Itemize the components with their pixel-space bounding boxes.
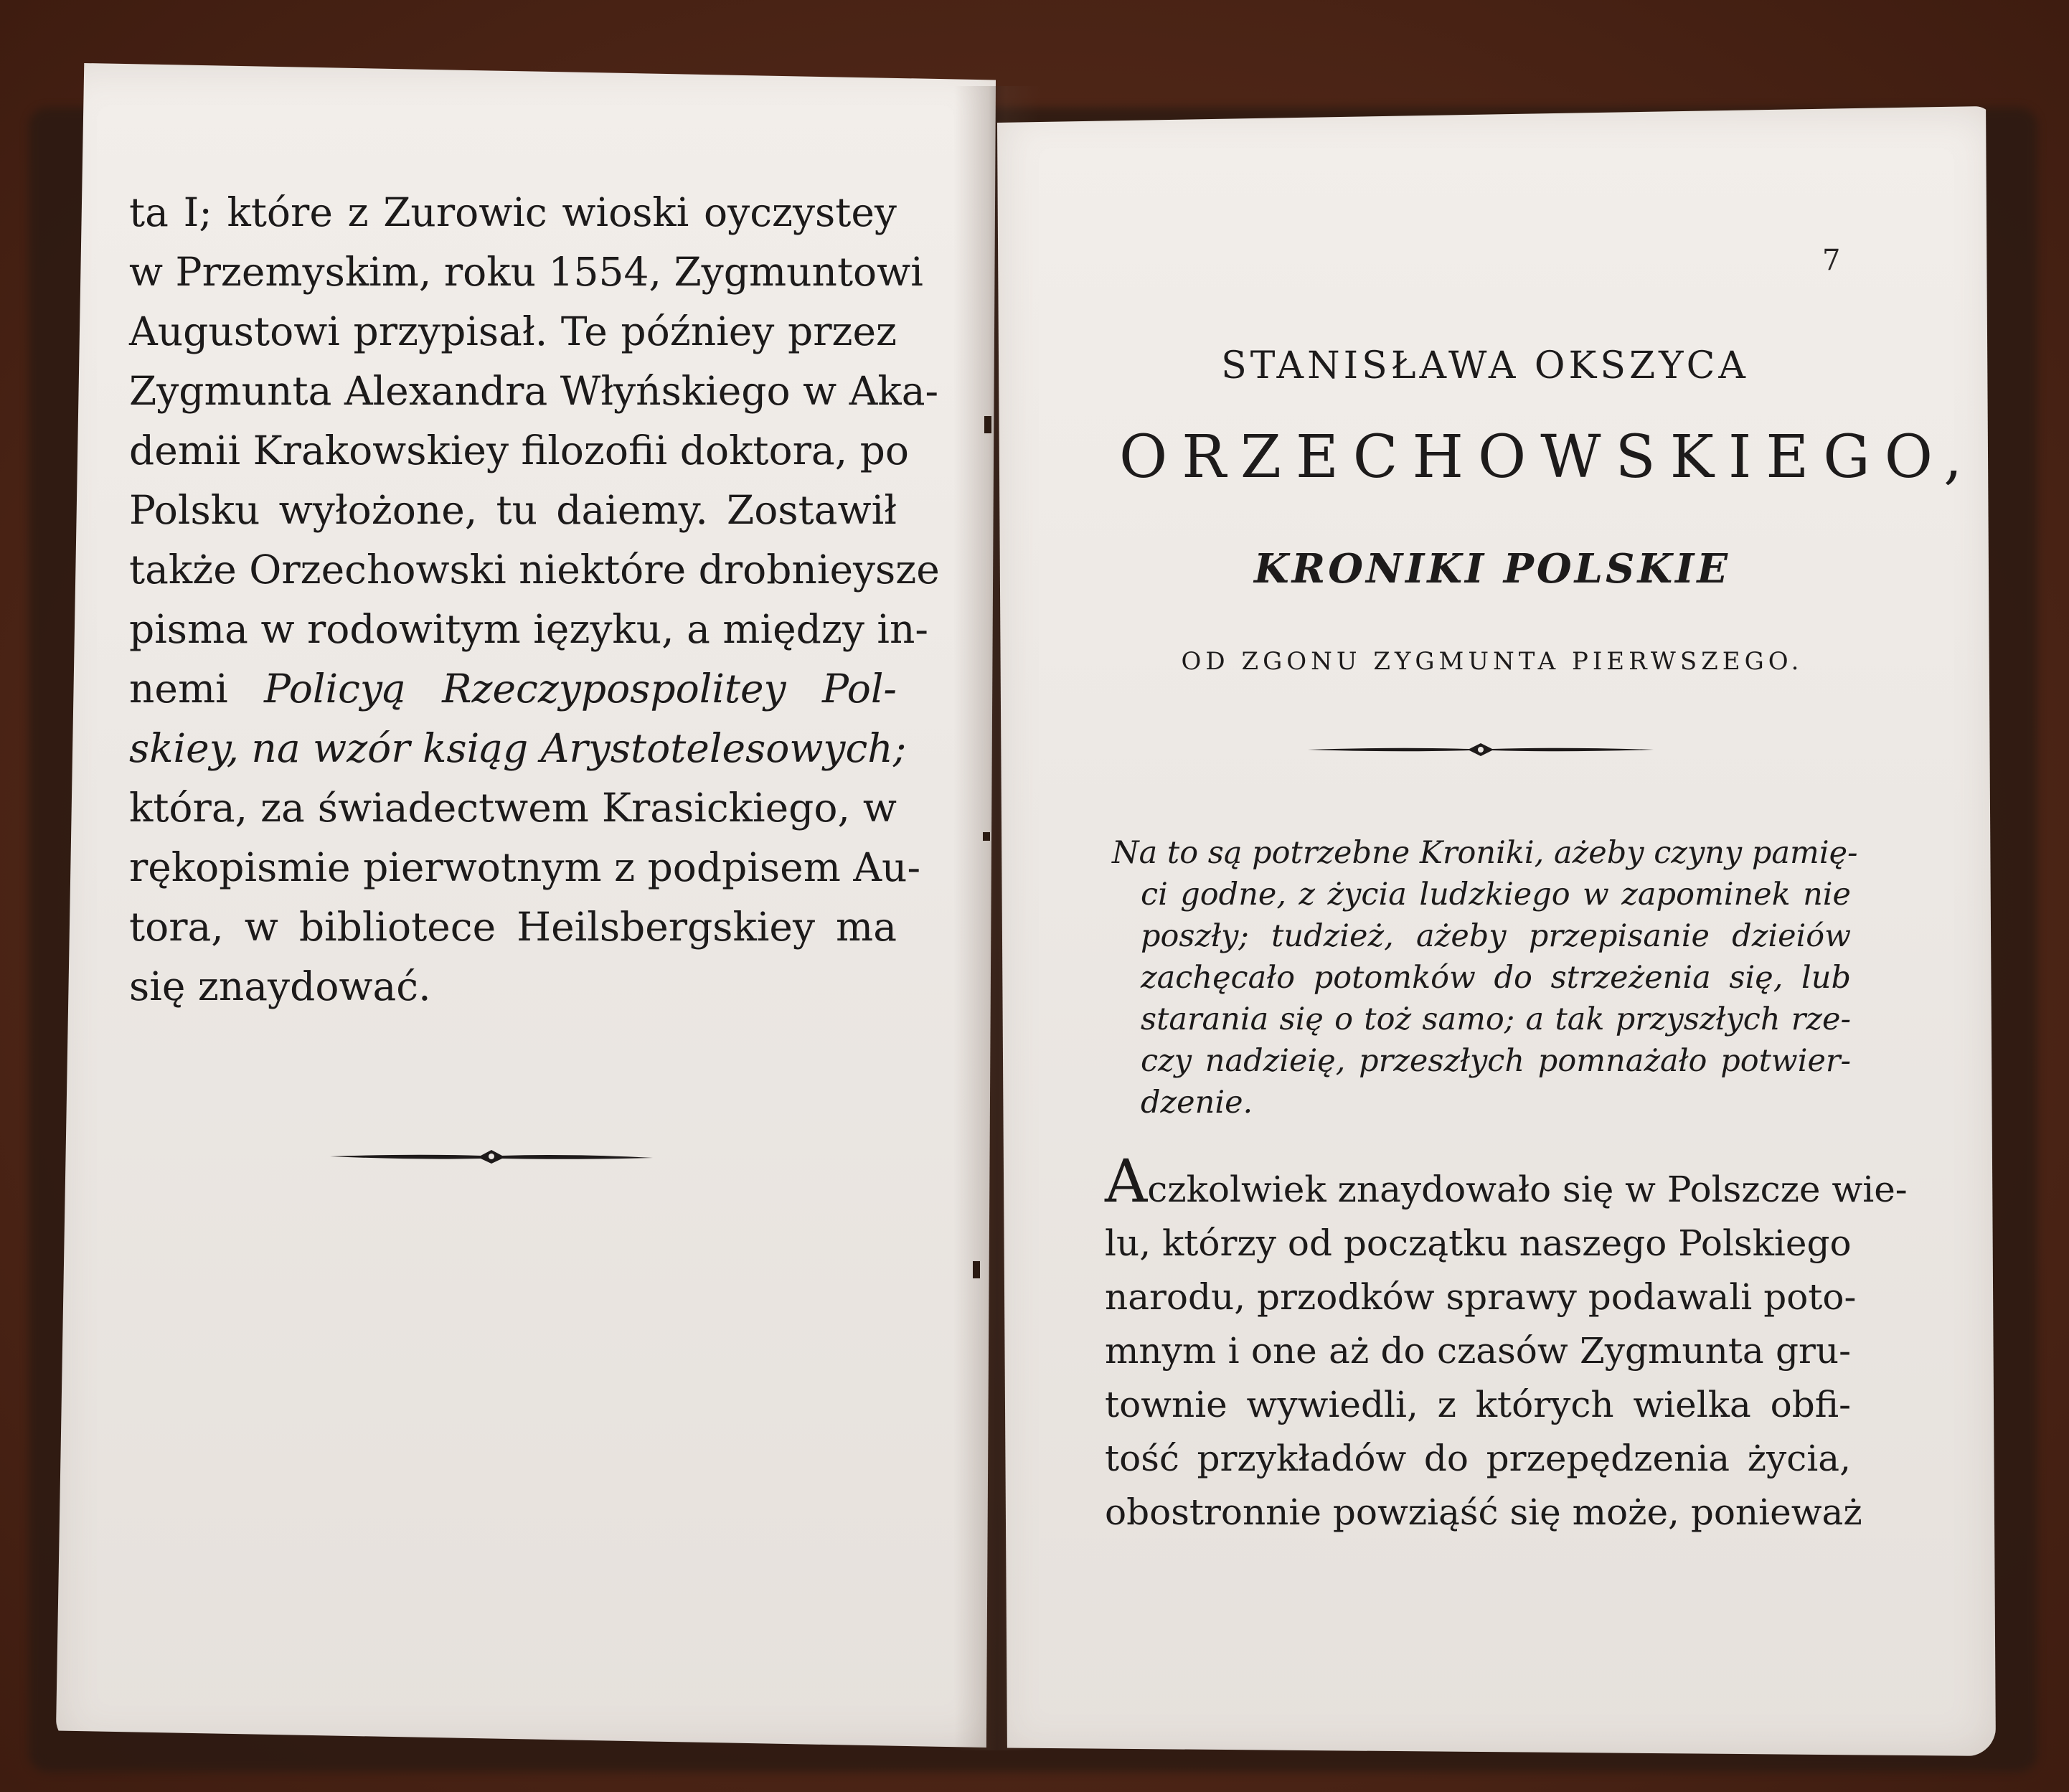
text-line: ta I; które z Zurowic wioski oyczystey [129, 189, 897, 235]
body-line: obostronnie powziąść się może, ponieważ [1105, 1491, 1862, 1533]
text-line-italic: skiey, na wzór ksiąg Arystotelesowych; [129, 725, 907, 771]
epigraph-line: poszły; tudzież, ażeby przepisanie dzieiów [1141, 918, 1851, 954]
ornamental-rule-left [326, 1146, 656, 1168]
text-line-last: się znaydować. [129, 963, 431, 1009]
title-author-surname: ORZECHOWSKIEGO, [1119, 423, 1977, 491]
page-number: 7 [1822, 244, 1841, 277]
ornamental-rule-right [1304, 739, 1657, 760]
title-author-name: STANISŁAWA OKSZYCA [1221, 344, 1749, 387]
text-line: demii Krakowskiey filozofii doktora, po [129, 428, 909, 473]
text-line: także Orzechowski niektóre drobnieysze [129, 547, 940, 593]
body-line: tość przykładów do przepędzenia życia, [1105, 1438, 1851, 1479]
text-line: w Przemyskim, roku 1554, Zygmuntowi [129, 249, 923, 295]
epigraph [1112, 832, 1858, 1123]
text-line: Zygmunta Alexandra Włyńskiego w Aka- [129, 368, 939, 414]
epigraph-line: Na to są potrzebne Kroniki, ażeby czyny pamię- [1112, 835, 1858, 871]
text-line: Augustowi przypisał. Te późniey przez [129, 308, 897, 354]
text-roman: nemi [129, 666, 265, 712]
body-line: mnym i one aż do czasów Zygmunta gru- [1105, 1330, 1851, 1372]
body-first-line [1105, 1148, 1908, 1217]
epigraph-line: dzenie. [1141, 1085, 1253, 1121]
epigraph-line: czy nadzieię, przeszłych pomnażało potwier- [1141, 1043, 1851, 1079]
page-tear-mark [983, 832, 990, 841]
page-tear-mark [973, 1261, 980, 1278]
body-line: lu, którzy od początku naszego Polskiego [1105, 1222, 1852, 1264]
right-page-body [1105, 1148, 1908, 1539]
body-first-line-text: czkolwiek znaydowało się w Polszcze wie- [1147, 1169, 1908, 1210]
left-page-text [129, 183, 940, 1017]
drop-cap: A [1105, 1148, 1148, 1216]
title-subtitle: OD ZGONU ZYGMUNTA PIERWSZEGO. [1181, 647, 1804, 676]
epigraph-line: zachęcało potomków do strzeżenia się, lub [1141, 960, 1851, 996]
text-line: pisma w rodowitym ięzyku, a między in- [129, 606, 929, 652]
epigraph-line: ci godne, z życia ludzkiego w zapominek nie [1141, 877, 1851, 912]
text-line: rękopismie pierwotnym z podpisem Au- [129, 844, 921, 890]
text-italic: Policyą Rzeczypospolitey Pol- [264, 666, 897, 712]
text-line: tora, w bibliotece Heilsbergskiey ma [129, 904, 897, 950]
title-work: KRONIKI POLSKIE [1254, 545, 1730, 593]
text-line-mixed [129, 659, 897, 719]
body-line: townie wywiedli, z których wielka obfi- [1105, 1384, 1851, 1425]
epigraph-line: starania się o toż samo; a tak przyszłych rze- [1141, 1001, 1851, 1037]
page-tear-mark [984, 416, 991, 433]
text-line: Polsku wyłożone, tu daiemy. Zostawił [129, 487, 897, 533]
text-line: która, za świadectwem Krasickiego, w [129, 785, 897, 831]
body-line: narodu, przodków sprawy podawali poto- [1105, 1276, 1857, 1318]
